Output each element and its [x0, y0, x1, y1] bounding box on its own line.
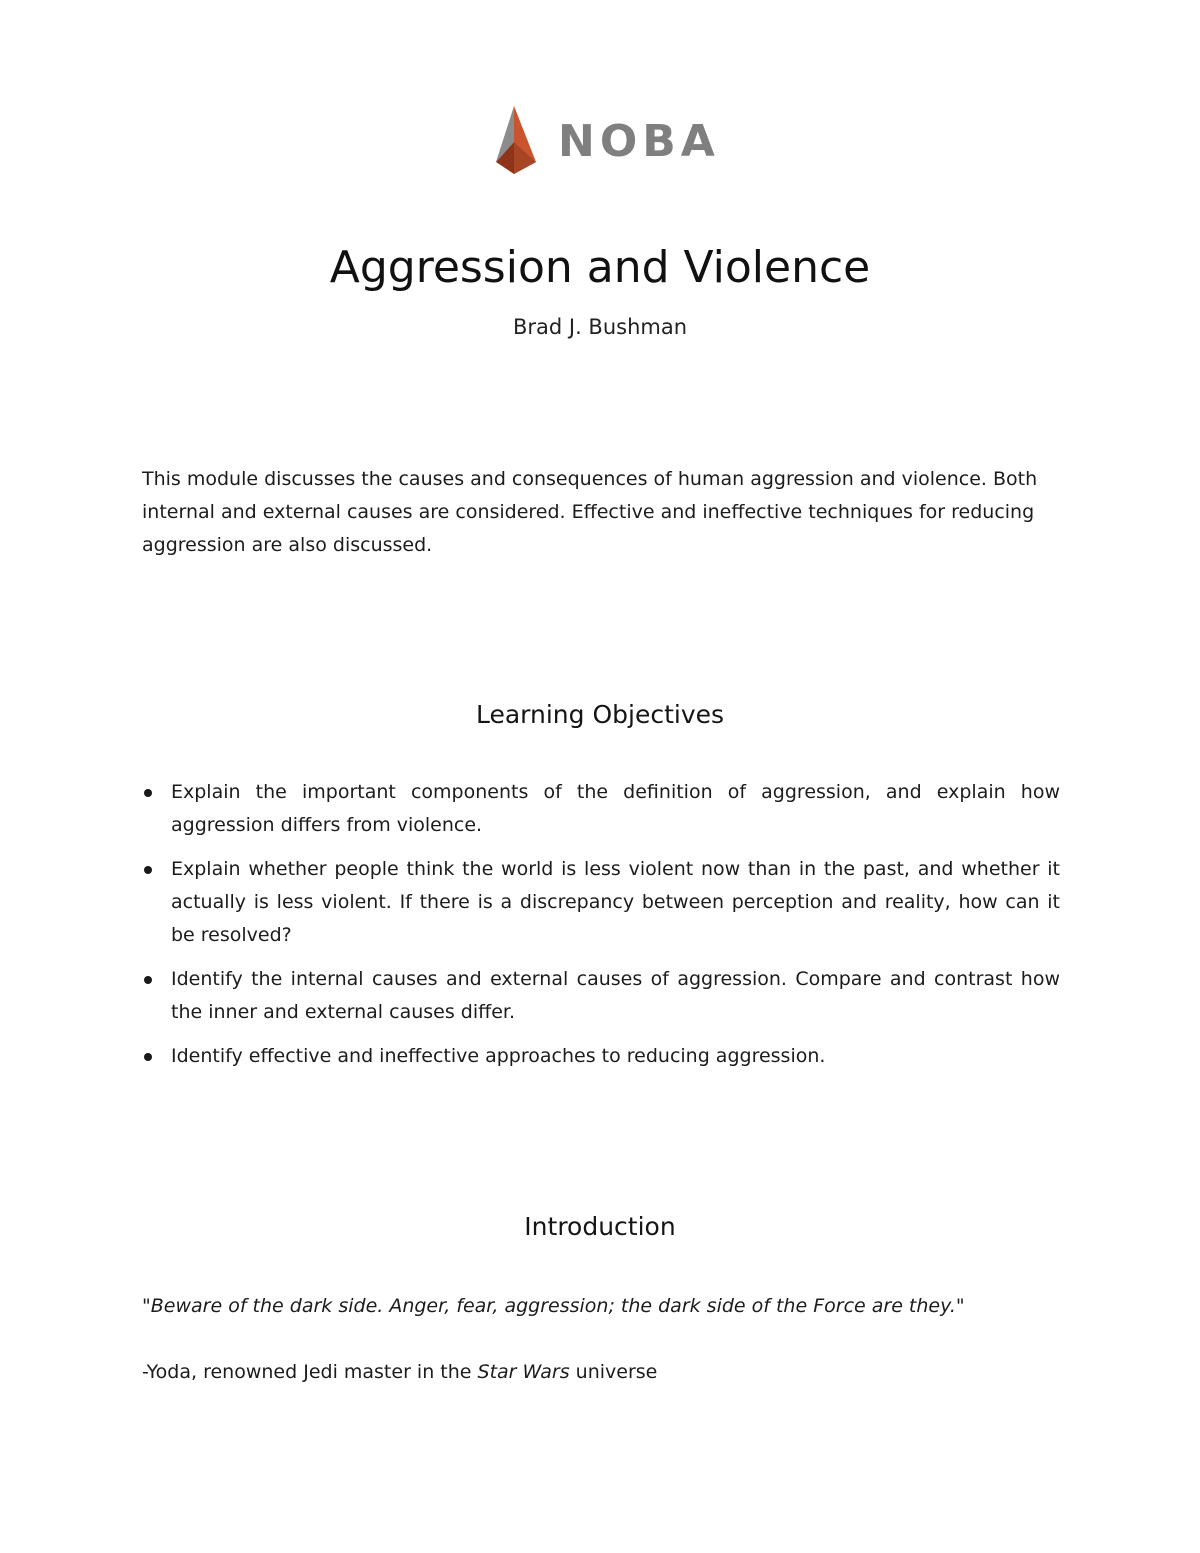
bullet-icon	[144, 976, 152, 984]
learning-objectives-list	[142, 776, 1060, 1084]
noba-wordmark: NOBA	[558, 116, 720, 167]
objective-text: Explain the important components of the definition of aggression, and explain how aggression differs from violence.	[171, 781, 1060, 836]
list-item	[142, 1040, 1060, 1073]
objective-text: Identify effective and ineffective approaches to reducing aggression.	[171, 1045, 826, 1067]
objective-text: Identify the internal causes and external causes of aggression. Compare and contrast how the inner and external causes differ.	[171, 968, 1060, 1023]
author-name: Brad J. Bushman	[512, 315, 688, 339]
quote-attribution	[142, 1356, 1060, 1389]
bullet-icon	[144, 866, 152, 874]
yoda-quote	[142, 1290, 1060, 1323]
quote-text: Beware of the dark side. Anger, fear, aggression; the dark side of the Force are they.	[150, 1295, 956, 1317]
attribution-work-title: Star Wars	[477, 1361, 570, 1383]
introduction-heading: Introduction	[524, 1212, 676, 1241]
attribution-suffix: universe	[569, 1361, 658, 1383]
list-item	[142, 963, 1060, 1029]
bullet-icon	[144, 789, 152, 797]
attribution-prefix: -Yoda, renowned Jedi master in the	[142, 1361, 478, 1383]
list-item	[142, 853, 1060, 952]
quote-close-mark: "	[955, 1295, 965, 1317]
quote-open-mark: "	[142, 1295, 151, 1317]
flame-triangle-icon	[488, 104, 544, 176]
bullet-icon	[144, 1053, 152, 1061]
module-abstract: This module discusses the causes and consequences of human aggression and violence. Both internal and external causes are considered. Effective and ineffective techniques for reducing aggression are also discussed.	[142, 468, 1038, 556]
objective-text: Explain whether people think the world is less violent now than in the past, and whether it actually is less violent. If there is a discrepancy between perception and reality, how can it be resolved?	[171, 858, 1060, 946]
page-title: Aggression and Violence	[329, 242, 871, 293]
list-item	[142, 776, 1060, 842]
learning-objectives-heading: Learning Objectives	[475, 700, 725, 729]
noba-logo	[488, 104, 720, 176]
